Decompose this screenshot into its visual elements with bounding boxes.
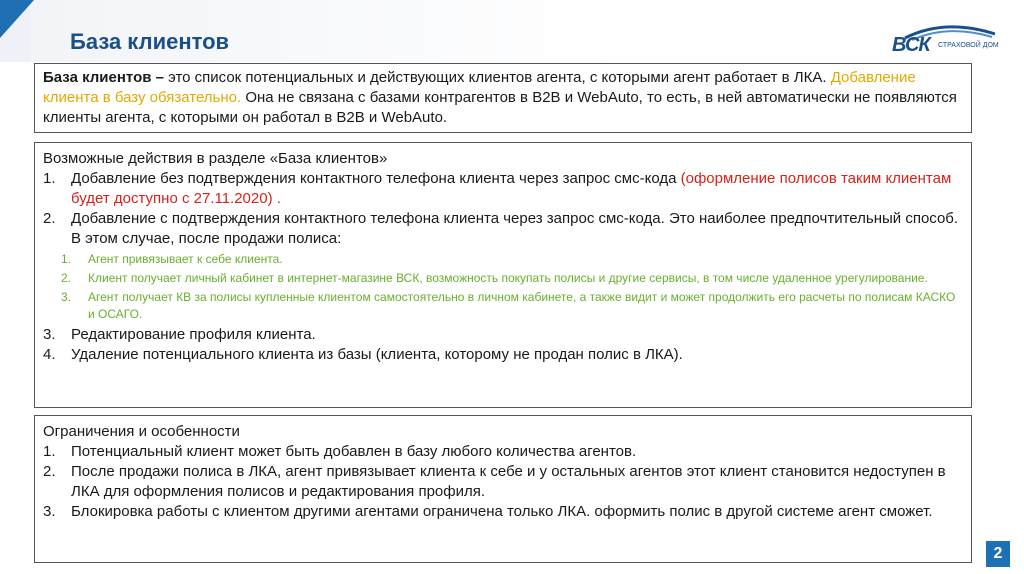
logo-sub-text: СТРАХОВОЙ ДОМ: [938, 42, 999, 49]
page-number: 2: [986, 541, 1010, 567]
item-text: Блокировка работы с клиентом другими агентами ограничена только ЛКА. оформить полис в другой системе агент сможет.: [71, 503, 933, 520]
intro-text-1: это список потенциальных и действующих клиентов агента, с которыми агент работает в ЛКА.: [163, 69, 827, 86]
sub-item-number: 1.: [61, 252, 72, 266]
restrictions-box: [34, 415, 972, 563]
list-item: [43, 325, 963, 345]
sub-list: [43, 251, 963, 323]
list-item: [43, 502, 963, 522]
list-item: [43, 462, 963, 502]
item-number: 3.: [43, 326, 56, 343]
item-note: (оформление полисов таким клиентам будет доступно с 27.11.2020) .: [71, 170, 952, 207]
actions-heading: Возможные действия в разделе «База клиентов»: [43, 150, 388, 167]
item-number: 2.: [43, 210, 56, 227]
page-title: База клиентов: [70, 29, 230, 54]
item-text: Добавление без подтверждения контактного телефона клиента через запрос смс-кода: [71, 170, 681, 187]
intro-box: [34, 63, 972, 133]
item-text: Редактирование профиля клиента.: [71, 326, 316, 343]
item-number: 1.: [43, 443, 56, 460]
sub-list-item: [43, 251, 963, 268]
item-text: После продажи полиса в ЛКА, агент привязывает клиента к себе и у остальных агентов этот клиент становится недоступен в ЛКА для оформления полисов и редактирования профиля.: [71, 463, 946, 500]
sub-list-item: [43, 270, 963, 287]
sub-item-number: 2.: [61, 271, 72, 285]
list-item: [43, 169, 963, 209]
logo-main-text: ВСК: [892, 34, 930, 56]
intro-term: База клиентов –: [43, 69, 164, 86]
restrictions-list: [43, 442, 963, 522]
sub-list-item: [43, 289, 963, 323]
item-text: Добавление с подтверждения контактного телефона клиента через запрос смс-кода. Это наиболее предпочтительный способ. В этом случае, после продажи полиса:: [71, 210, 959, 247]
list-item: [43, 345, 963, 365]
intro-text-2: Она не связана с базами контрагентов в В2В и WebAuto, то есть, в ней автоматически не появляются клиенты агента, с которыми он работал в В2В и WebAuto.: [43, 89, 957, 126]
item-text: Удаление потенциального клиента из базы (клиента, которому не продан полис в ЛКА).: [71, 346, 683, 363]
item-text: Потенциальный клиент может быть добавлен в базу любого количества агентов.: [71, 443, 637, 460]
sub-item-text: Клиент получает личный кабинет в интернет-магазине ВСК, возможность покупать полисы и другие сервисы, в том числе удаленное урегулирование.: [88, 271, 928, 285]
actions-box: [34, 142, 972, 408]
intro-highlight: Добавление клиента в базу обязательно.: [43, 69, 916, 106]
sub-item-number: 3.: [61, 290, 72, 304]
item-number: 4.: [43, 346, 56, 363]
sub-item-text: Агент получает КВ за полисы купленные клиентом самостоятельно в личном кабинете, а также видит и может продолжить его расчеты по полисам КАСКО и ОСАГО.: [88, 290, 956, 321]
sub-item-text: Агент привязывает к себе клиента.: [88, 252, 283, 266]
list-item: [43, 442, 963, 462]
item-number: 3.: [43, 503, 56, 520]
item-number: 1.: [43, 170, 56, 187]
vsk-logo: [890, 22, 1020, 62]
actions-list: [43, 169, 963, 365]
item-number: 2.: [43, 463, 56, 480]
restrictions-heading: Ограничения и особенности: [43, 423, 240, 440]
corner-accent: [0, 0, 34, 38]
list-item: [43, 209, 963, 323]
